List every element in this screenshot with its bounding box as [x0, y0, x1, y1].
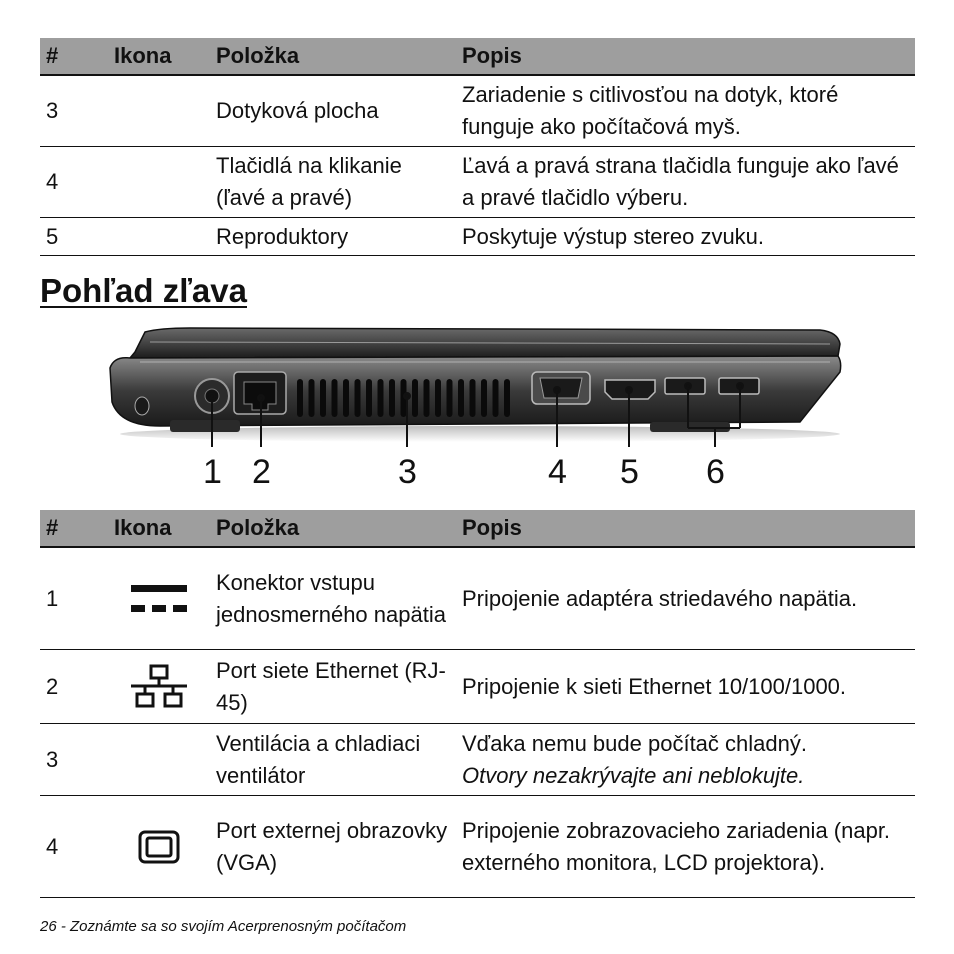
table-row: [40, 796, 915, 898]
components-table-top: [40, 38, 915, 256]
row-icon-cell: [108, 75, 210, 147]
vga-icon: [137, 829, 181, 865]
callout-4: 4: [548, 453, 567, 491]
table-row: [40, 547, 915, 650]
header-num: #: [40, 38, 108, 75]
ethernet-icon: [129, 664, 189, 710]
row-num: 4: [40, 796, 108, 898]
row-num: 2: [40, 650, 108, 724]
table-row: [40, 75, 915, 147]
components-table-left-view: [40, 510, 915, 898]
header-item: Položka: [210, 510, 456, 547]
row-icon-cell: [108, 147, 210, 218]
row-desc: Pripojenie zobrazovacieho zariadenia (napr. externého monitora, LCD projektora).: [456, 796, 915, 898]
callout-6: 6: [706, 453, 725, 491]
callout-2: 2: [252, 453, 271, 491]
row-num: 3: [40, 75, 108, 147]
page-footer: 26 - Zoznámte sa so svojím Acerprenosným počítačom: [40, 918, 407, 935]
header-desc: Popis: [456, 38, 915, 75]
table-row: [40, 218, 915, 256]
row-icon-cell: [108, 218, 210, 256]
callout-3: 3: [398, 453, 417, 491]
header-num: #: [40, 510, 108, 547]
header-icon: Ikona: [108, 510, 210, 547]
row-item: Reproduktory: [210, 218, 456, 256]
row-item: Konektor vstupu jednosmerného napätia: [210, 547, 456, 650]
table-row: [40, 724, 915, 796]
header-icon: Ikona: [108, 38, 210, 75]
row-item: Port externej obrazovky (VGA): [210, 796, 456, 898]
table-header-row: [40, 510, 915, 547]
row-icon-cell: [108, 650, 210, 724]
row-icon-cell: [108, 547, 210, 650]
row-desc: Ľavá a pravá strana tlačidla funguje ako ľavé a pravé tlačidlo výberu.: [456, 147, 915, 218]
row-item: Dotyková plocha: [210, 75, 456, 147]
table-header-row: [40, 38, 915, 75]
row-desc: [456, 724, 915, 796]
row-num: 1: [40, 547, 108, 650]
laptop-left-side-illustration: [100, 322, 860, 447]
row-icon-cell: [108, 796, 210, 898]
row-desc: Zariadenie s citlivosťou na dotyk, ktoré funguje ako počítačová myš.: [456, 75, 915, 147]
row-num: 5: [40, 218, 108, 256]
callout-1: 1: [203, 453, 222, 491]
row-icon-cell: [108, 724, 210, 796]
row-desc: Pripojenie adaptéra striedavého napätia.: [456, 547, 915, 650]
section-title: Pohľad zľava: [40, 272, 247, 309]
row-num: 4: [40, 147, 108, 218]
row-desc: Poskytuje výstup stereo zvuku.: [456, 218, 915, 256]
table-row: [40, 650, 915, 724]
header-desc: Popis: [456, 510, 915, 547]
table-row: [40, 147, 915, 218]
row-desc-text: Vďaka nemu bude počítač chladný.: [462, 730, 807, 756]
callout-5: 5: [620, 453, 639, 491]
row-item: Tlačidlá na klikanie (ľavé a pravé): [210, 147, 456, 218]
header-item: Položka: [210, 38, 456, 75]
dc-power-icon: [129, 581, 189, 617]
row-item: Port siete Ethernet (RJ-45): [210, 650, 456, 724]
row-desc: Pripojenie k sieti Ethernet 10/100/1000.: [456, 650, 915, 724]
row-desc-note: Otvory nezakrývajte ani neblokujte.: [462, 762, 805, 788]
row-item: Ventilácia a chladiaci ventilátor: [210, 724, 456, 796]
row-num: 3: [40, 724, 108, 796]
